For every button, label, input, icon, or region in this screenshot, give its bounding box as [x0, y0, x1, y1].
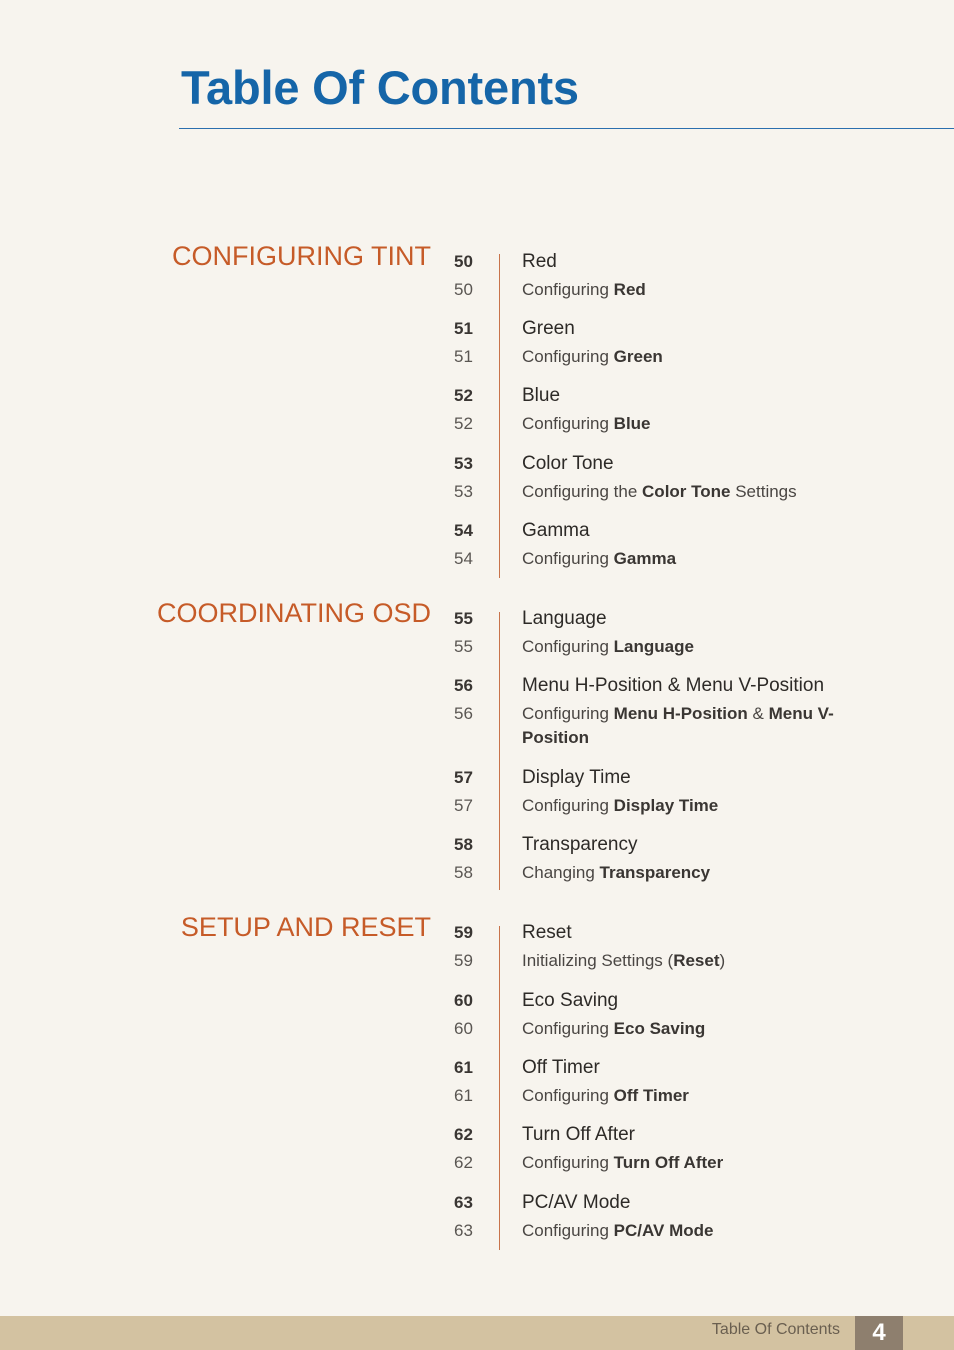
section-divider-line — [499, 612, 500, 890]
subentry-text: Changing — [522, 863, 600, 882]
subentry-bold-term: Off Timer — [613, 1086, 689, 1105]
entry-title-link[interactable]: PC/AV Mode — [522, 1192, 631, 1213]
subentry-text: Configuring — [522, 637, 614, 656]
entry-page-number[interactable]: 60 — [454, 991, 473, 1010]
entry-title-link[interactable]: Off Timer — [522, 1057, 600, 1078]
entry-page-number[interactable]: 54 — [454, 521, 473, 540]
subentry-bold-term: Red — [613, 280, 646, 299]
subentry-bold-term: Green — [613, 347, 663, 366]
entry-page-number[interactable]: 52 — [454, 386, 473, 405]
subentry-page-number[interactable]: 50 — [454, 280, 473, 299]
subentry-title-link[interactable] — [522, 1151, 852, 1175]
entry-title-link[interactable]: Green — [522, 318, 575, 339]
subentry-text: Configuring — [522, 1019, 614, 1038]
subentry-title-link[interactable] — [522, 345, 852, 369]
subentry-text: ) — [719, 951, 726, 970]
subentry-bold-term: Blue — [613, 414, 651, 433]
subentry-title-link[interactable] — [522, 635, 852, 659]
subentry-title-link[interactable] — [522, 547, 852, 571]
entry-page-number[interactable]: 61 — [454, 1058, 473, 1077]
footer-label: Table Of Contents — [711, 1321, 840, 1338]
entry-page-number[interactable]: 58 — [454, 835, 473, 854]
subentry-page-number[interactable]: 51 — [454, 347, 473, 366]
entry-title-link[interactable]: Red — [522, 251, 557, 272]
subentry-title-link[interactable] — [522, 949, 852, 973]
subentry-page-number[interactable]: 61 — [454, 1086, 473, 1105]
subentry-text: Configuring — [522, 1086, 614, 1105]
subentry-page-number[interactable]: 54 — [454, 549, 473, 568]
subentry-text: Configuring — [522, 414, 614, 433]
subentry-title-link[interactable] — [522, 480, 852, 504]
entry-title-link[interactable]: Turn Off After — [522, 1124, 635, 1145]
subentry-text: Configuring — [522, 704, 614, 723]
subentry-title-link[interactable] — [522, 278, 852, 302]
subentry-page-number[interactable]: 57 — [454, 796, 473, 815]
subentry-text: Settings — [730, 482, 797, 501]
subentry-page-number[interactable]: 60 — [454, 1019, 473, 1038]
subentry-title-link[interactable] — [522, 794, 852, 818]
subentry-title-link[interactable] — [522, 412, 852, 436]
subentry-text: Configuring — [522, 1153, 614, 1172]
subentry-bold-term: PC/AV Mode — [613, 1221, 714, 1240]
entry-page-number[interactable]: 53 — [454, 454, 473, 473]
entry-title-link[interactable]: Gamma — [522, 520, 590, 541]
title-divider — [179, 128, 954, 129]
subentry-page-number[interactable]: 59 — [454, 951, 473, 970]
entry-title-link[interactable]: Eco Saving — [522, 990, 619, 1011]
subentry-bold-term: Language — [613, 637, 694, 656]
entry-page-number[interactable]: 55 — [454, 609, 473, 628]
entry-title-link[interactable]: Reset — [522, 922, 572, 943]
entry-title-link[interactable]: Blue — [522, 385, 561, 406]
subentry-page-number[interactable]: 53 — [454, 482, 473, 501]
subentry-bold-term: Gamma — [613, 549, 677, 568]
entry-title-link[interactable]: Language — [522, 608, 607, 629]
subentry-text: Configuring — [522, 1221, 614, 1240]
subentry-page-number[interactable]: 52 — [454, 414, 473, 433]
entry-title-link[interactable]: Display Time — [522, 767, 631, 788]
section-divider-line — [499, 926, 500, 1250]
entry-page-number[interactable]: 51 — [454, 319, 473, 338]
subentry-title-link[interactable] — [522, 1017, 852, 1041]
subentry-page-number[interactable]: 55 — [454, 637, 473, 656]
entry-page-number[interactable]: 63 — [454, 1193, 473, 1212]
subentry-text: Configuring — [522, 796, 614, 815]
entry-page-number[interactable]: 62 — [454, 1125, 473, 1144]
entry-title-link[interactable]: Color Tone — [522, 453, 614, 474]
subentry-text: Configuring — [522, 549, 614, 568]
subentry-bold-term: Menu V-Position — [522, 704, 834, 747]
subentry-title-link[interactable] — [522, 702, 852, 750]
subentry-title-link[interactable] — [522, 1219, 852, 1243]
subentry-page-number[interactable]: 63 — [454, 1221, 473, 1240]
footer-page-number: 4 — [855, 1316, 903, 1350]
subentry-bold-term: Color Tone — [642, 482, 731, 501]
section-divider-line — [499, 254, 500, 578]
entry-page-number[interactable]: 50 — [454, 252, 473, 271]
entry-page-number[interactable]: 57 — [454, 768, 473, 787]
subentry-text: Configuring the — [522, 482, 643, 501]
entry-page-number[interactable]: 59 — [454, 923, 473, 942]
subentry-bold-term: Reset — [673, 951, 720, 970]
section-heading: SETUP AND RESET — [180, 912, 431, 942]
subentry-text: & — [747, 704, 769, 723]
entry-title-link[interactable]: Menu H-Position & Menu V-Position — [522, 675, 825, 696]
entry-title-link[interactable]: Transparency — [522, 834, 638, 855]
entry-page-number[interactable]: 56 — [454, 676, 473, 695]
section-heading: CONFIGURING TINT — [172, 241, 431, 271]
subentry-page-number[interactable]: 56 — [454, 704, 473, 723]
subentry-page-number[interactable]: 58 — [454, 863, 473, 882]
page-title: Table Of Contents — [181, 61, 579, 114]
subentry-text: Configuring — [522, 347, 614, 366]
subentry-bold-term: Turn Off After — [613, 1153, 724, 1172]
subentry-bold-term: Transparency — [599, 863, 711, 882]
subentry-page-number[interactable]: 62 — [454, 1153, 473, 1172]
subentry-title-link[interactable] — [522, 861, 852, 885]
subentry-bold-term: Display Time — [613, 796, 719, 815]
subentry-text: Initializing Settings ( — [522, 951, 674, 970]
section-heading: COORDINATING OSD — [156, 598, 431, 628]
subentry-bold-term: Menu H-Position — [613, 704, 748, 723]
subentry-text: Configuring — [522, 280, 614, 299]
subentry-title-link[interactable] — [522, 1084, 852, 1108]
subentry-bold-term: Eco Saving — [613, 1019, 706, 1038]
